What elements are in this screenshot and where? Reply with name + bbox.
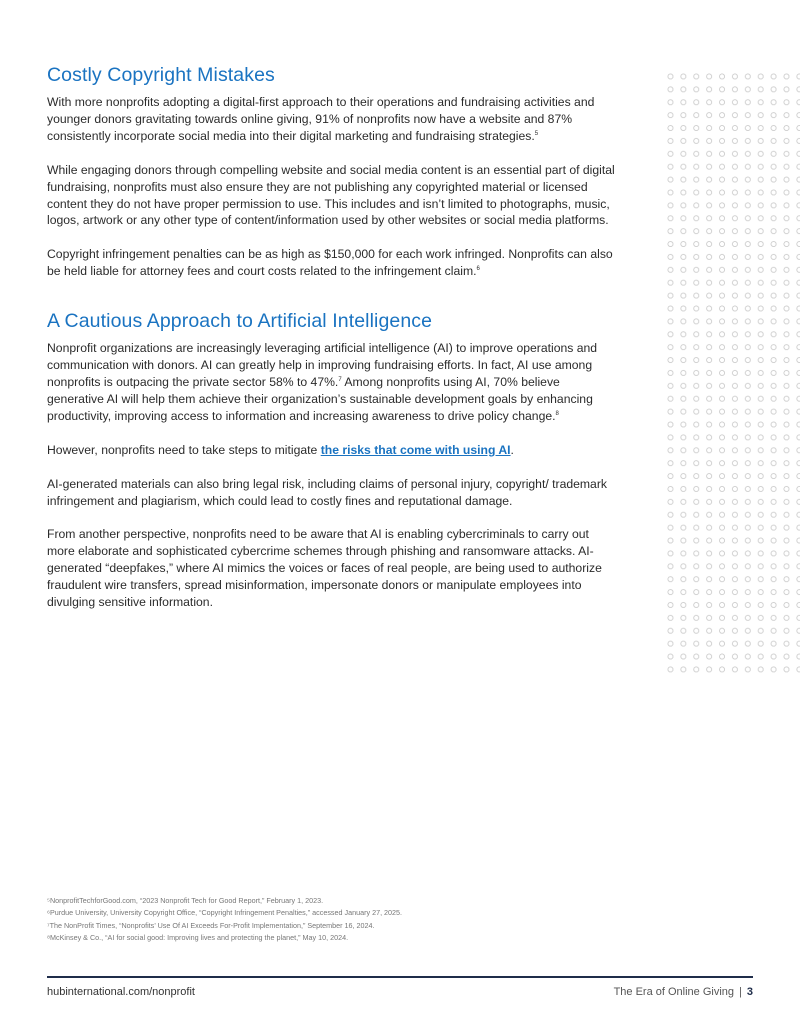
section-heading-copyright: Costly Copyright Mistakes bbox=[47, 64, 275, 86]
paragraph: While engaging donors through compelling website and social media content is an essential part of digital fundraising, nonprofits must also ensure they are not publishing any copyrighted material or licensed content they do not have proper permission to use. This includes and isn’t limited to photographs, music, logos, artwork or any other type of content/information used by other websites or social media platforms. bbox=[47, 162, 615, 228]
paragraph: With more nonprofits adopting a digital-first approach to their operations and fundraising activities and younger donors gravitating towards online giving, 91% of nonprofits now have a website and 87% consistently incorporate social media into their digital marketing and fundraising strategies.$^5$ bbox=[47, 95, 595, 143]
footnote-item: ⁶Purdue University, University Copyright Office, “Copyright Infringement Penalties,” accessed January 27, 2025. bbox=[47, 908, 403, 918]
paragraph: From another perspective, nonprofits need to be aware that AI is enabling cybercriminals to carry out more elaborate and sophisticated cybercrime schemes through phishing and ransomware attacks. AI-generated “deepfakes,” where AI mimics the voices or faces of real people, are being used to authorize fraudulent wire transfers, spread misinformation, impersonate donors or manipulate employees into divulging sensitive information. bbox=[47, 527, 602, 610]
main-content bbox=[47, 64, 617, 628]
publication-title: The Era of Online Giving bbox=[613, 986, 735, 998]
footnote-item: ⁷The NonProfit Times, “Nonprofits’ Use Of AI Exceeds For-Profit Implementation,” September 16, 2024. bbox=[47, 920, 375, 930]
footnote-ref: 8 bbox=[555, 410, 559, 417]
page-number: 3 bbox=[746, 986, 753, 998]
ai-risks-link[interactable]: the risks that come with using AI bbox=[320, 442, 511, 457]
footer-separator: | bbox=[739, 986, 742, 998]
decorative-dot-pattern bbox=[664, 70, 800, 675]
footnote-ref: 7 bbox=[338, 376, 342, 383]
footnote-ref: 5 bbox=[534, 130, 539, 137]
footer-divider bbox=[47, 976, 753, 978]
paragraph: However, nonprofits need to take steps to mitigate the risks that come with using AI. bbox=[47, 442, 514, 457]
footnote-ref: 6 bbox=[476, 266, 480, 273]
footer-publication bbox=[614, 986, 753, 998]
paragraph: AI-generated materials can also bring legal risk, including claims of personal injury, copyright/ trademark infringement and plagiarism, which could lead to costly fines and reputational damage. bbox=[47, 476, 607, 508]
footnote-item: ⁵NonprofitTechforGood.com, “2023 Nonprofit Tech for Good Report,” February 1, 2023. bbox=[47, 896, 324, 905]
paragraph: Nonprofit organizations are increasingly leveraging artificial intelligence (AI) to improve operations and communication with donors. AI can greatly help in improving fundraising efforts. In fact, AI use among nonprofits is outpacing the private sector 58% to 47%.$^7$ Among nonprofits using AI, 70% believe generative AI will help them achieve their organization’s sustainable development goals by enhancing productivity, improving access to information and increasing awareness to drive policy change.$^8$ bbox=[47, 341, 598, 423]
section-heading-ai: A Cautious Approach to Artificial Intelligence bbox=[47, 310, 433, 333]
footnote-item: ⁸McKinsey & Co., “AI for social good: Improving lives and protecting the planet,” May 10, 2024. bbox=[47, 932, 349, 942]
paragraph: Copyright infringement penalties can be as high as $150,000 for each work infringed. Nonprofits can also be held liable for attorney fees and court costs related to the infringement claim.$^6$ bbox=[47, 247, 613, 279]
footer-url[interactable]: hubinternational.com/nonprofit bbox=[47, 986, 195, 998]
footnotes bbox=[47, 895, 607, 944]
